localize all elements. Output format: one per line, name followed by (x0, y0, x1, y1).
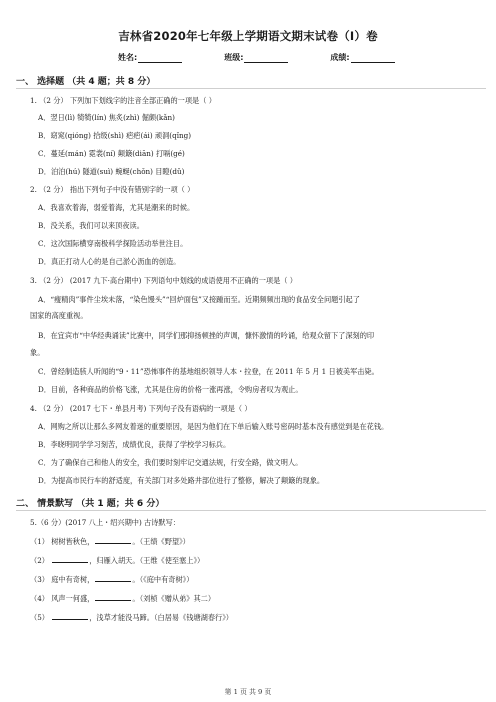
question-2-option-b[interactable]: B．没关系，我们可以来顶夜读。 (38, 221, 144, 230)
question-4-option-b[interactable]: B．李晓明同学学习刻苦，成绩优良，获得了学校学习标兵。 (38, 440, 231, 449)
question-2-stem: 2. （2 分） 指出下列句子中没有错别字的一项（ ） (30, 185, 195, 194)
poem-line-5-suffix: ，浅草才能没马蹄。（白居易《钱塘湖春行》） (89, 613, 233, 622)
score-field[interactable] (330, 52, 394, 63)
question-3-option-d[interactable]: D．目前，各种商品的价格飞涨，尤其是住房的价格一涨再涨，令购房者叹为观止。 (38, 385, 303, 394)
question-3-option-a-cont: 国家的高度重视。 (30, 311, 88, 320)
page-title: 吉林省2020年七年级上学期语文期末试卷（I）卷 (118, 29, 378, 43)
class-blank[interactable] (244, 54, 288, 63)
question-1-option-b[interactable]: B．窈窕(qióng) 拾级(shì) 疤疤(ái) 顽洞(qǐng) (38, 131, 192, 140)
answer-blank-3[interactable] (95, 575, 131, 582)
section-heading-choice: 一、 选择题 （共 4 题；共 8 分） (16, 77, 156, 87)
question-4-option-c[interactable]: C．为了确保自己和他人的安全，我们要时刻牢记交通法规，行安全路，做文明人。 (38, 458, 303, 467)
question-1-option-d[interactable]: D．泊泊(hú) 隧道(suì) 蜿蜒(chǒn) 目瞪(dǔ) (38, 167, 185, 176)
question-3-option-a[interactable]: A．“瘦精肉”事件尘埃未落，“染色馒头”“回炉面包”又接踵而至。近期频频出现的食品安全问题引起了 (38, 295, 360, 304)
poem-line-5-prefix: （5） (30, 613, 52, 622)
name-field[interactable] (118, 52, 182, 63)
question-3-option-c[interactable]: C．曾经制造骇人听闻的“9・11”恐怖事件的基地组织领导人本・拉登，在 2011 年 5 月 1 日被美军击毙。 (38, 367, 379, 376)
page-footer: 第 1 页 共 9 页 (224, 688, 272, 696)
class-field[interactable] (224, 52, 288, 63)
answer-blank-1[interactable] (95, 537, 131, 544)
question-2-option-a[interactable]: A．我喜欢着海，弱爱着海，尤其是潮来的时候。 (38, 203, 195, 212)
question-5-stem: 5.（6 分）(2017 八上・绍兴期中) 古诗默写： (30, 518, 180, 527)
answer-blank-5[interactable] (52, 613, 88, 620)
poem-line-1-suffix: 。（王绩《野望》） (132, 537, 190, 546)
score-label: 成绩: (330, 53, 350, 62)
poem-line-1 (30, 537, 482, 546)
question-3-option-b[interactable]: B．在宜宾市“中华经典诵读”比赛中，同学们那抑扬顿挫的声调，慷怀激情的吟诵，给观众留下了深刻的印 (38, 331, 375, 340)
question-1-stem: 1. （2 分） 下列加下划线字的注音全部正确的一项是（ ） (30, 96, 216, 105)
name-blank[interactable] (138, 54, 182, 63)
question-3-option-b-cont: 象。 (30, 348, 45, 357)
section-heading-recitation: 二、 情景默写 （共 1 题；共 6 分） (16, 499, 165, 509)
poem-line-3-suffix: 。（《庭中有奇树》） (132, 575, 194, 584)
poem-line-2-prefix: （2） (30, 556, 52, 565)
question-4-option-d[interactable]: D．为提高市民行车的舒适度，有关部门对多处路井部位进行了整修，解决了颠簸的现象。 (38, 476, 325, 485)
student-info-row (118, 52, 438, 63)
class-label: 班级: (224, 53, 244, 62)
question-4-option-a[interactable]: A．网购之所以让那么多网友着迷的重要原因，是因为他们在下单后输入账号密码时基本没有感觉到是在花钱。 (38, 422, 389, 431)
score-blank[interactable] (351, 54, 395, 63)
name-label: 姓名: (118, 53, 138, 62)
poem-line-3-prefix: （3） 庭中有奇树， (30, 575, 95, 584)
poem-line-1-prefix: （1） 树树皆秋色， (30, 537, 95, 546)
answer-blank-2[interactable] (52, 556, 88, 563)
poem-line-4 (30, 594, 482, 603)
question-2-option-c[interactable]: C．这次国际横穿南极科学探险活动举世注目。 (38, 239, 188, 248)
question-1-option-c[interactable]: C．蔓延(mán) 霓裳(ní) 颠簸(diān) 打嗝(gé) (38, 149, 185, 158)
question-4-stem: 4. （2 分） (2017 七下・单县月考) 下列句子没有语病的一项是（ ） (30, 404, 252, 413)
poem-line-2 (30, 556, 482, 565)
section-divider (16, 510, 486, 511)
question-2-option-d[interactable]: D．真正打动人心的是自己淤心沥血的创造。 (38, 257, 181, 266)
section-divider (16, 88, 486, 89)
poem-line-3 (30, 575, 482, 584)
question-3-stem: 3. （2 分） (2017 九下·高台期中) 下列语句中划线的成语使用不正确的一项是（ ） (30, 276, 297, 285)
poem-line-4-suffix: 。（刘桢《赠从弟》其二） (132, 594, 216, 603)
poem-line-2-suffix: ，归雁入胡天。（王维《使至塞上》） (89, 556, 205, 565)
question-1-option-a[interactable]: A．翌日(lì) 犄犄(lín) 焦炙(zhì) 倔颇(kǎn) (38, 113, 175, 122)
poem-line-5 (30, 613, 482, 622)
poem-line-4-prefix: （4） 风声一何盛， (30, 594, 95, 603)
answer-blank-4[interactable] (95, 594, 131, 601)
